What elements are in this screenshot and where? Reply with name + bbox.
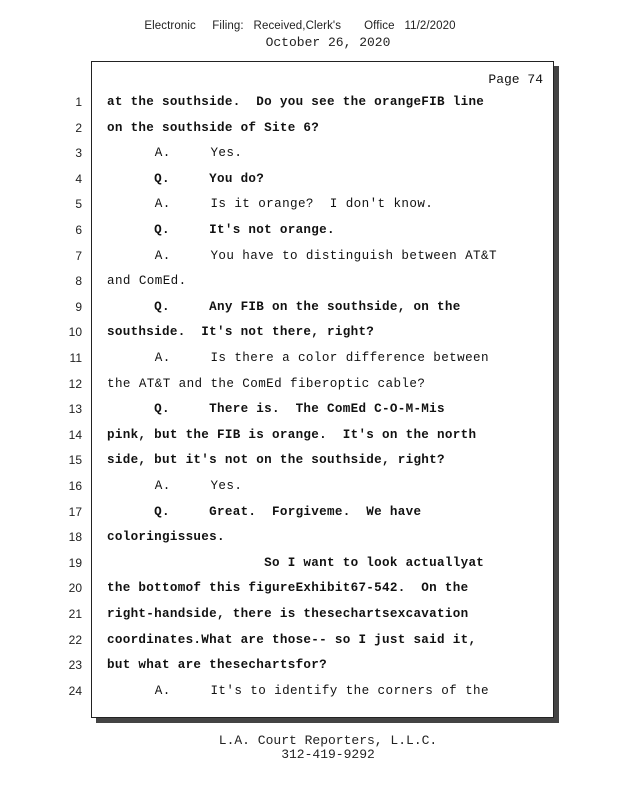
line-number: 6 bbox=[75, 223, 82, 237]
line-number: 15 bbox=[68, 453, 82, 468]
transcript-line bbox=[0, 325, 618, 343]
transcript-line bbox=[0, 121, 618, 139]
line-text: Q. Any FIB on the southside, on the bbox=[107, 299, 461, 314]
transcript-line bbox=[0, 684, 618, 702]
line-number: 8 bbox=[75, 274, 82, 289]
transcript-line bbox=[0, 300, 618, 318]
line-number: 10 bbox=[68, 325, 82, 340]
transcript-line bbox=[0, 505, 618, 523]
transcript-line bbox=[0, 658, 618, 676]
line-number: 7 bbox=[75, 248, 82, 263]
line-number: 19 bbox=[68, 555, 82, 570]
line-text: pink, but the FIB is orange. It's on the north bbox=[107, 427, 477, 442]
filing-stamp: Electronic Filing: Received,Clerk's Office 11/2/2020 bbox=[144, 20, 456, 32]
transcript-line bbox=[0, 402, 618, 420]
line-text: the bottomof this figureExhibit67-542. On the bbox=[107, 581, 469, 596]
line-number: 17 bbox=[68, 504, 82, 519]
line-text: coloringissues. bbox=[107, 530, 225, 545]
line-text: Q. You do? bbox=[107, 171, 265, 186]
line-text: but what are thesechartsfor? bbox=[107, 658, 328, 673]
transcript-line bbox=[0, 581, 618, 599]
line-text: A. It's to identify the corners of the bbox=[107, 683, 489, 698]
line-number: 18 bbox=[68, 530, 82, 545]
line-number: 11 bbox=[69, 351, 82, 365]
transcript-line bbox=[0, 556, 618, 574]
line-number: 5 bbox=[75, 197, 82, 212]
court-reporter-phone: 312-419-9292 bbox=[281, 747, 375, 762]
page-number: Page 74 bbox=[488, 72, 543, 87]
filing-date: October 26, 2020 bbox=[265, 35, 391, 50]
line-text: coordinates.What are those-- so I just said it, bbox=[107, 632, 477, 647]
line-number: 14 bbox=[68, 427, 82, 442]
line-number: 9 bbox=[75, 299, 82, 314]
line-number: 24 bbox=[68, 683, 82, 698]
transcript-line bbox=[0, 223, 618, 241]
line-number: 23 bbox=[68, 658, 82, 673]
transcript-line bbox=[0, 274, 618, 292]
line-number: 3 bbox=[75, 146, 82, 161]
line-text: A. Is there a color difference between bbox=[107, 351, 489, 365]
transcript-line bbox=[0, 249, 618, 267]
line-text: A. Yes. bbox=[107, 479, 243, 493]
line-text: A. Yes. bbox=[107, 146, 243, 161]
line-text: So I want to look actuallyat bbox=[107, 555, 485, 570]
line-text: and ComEd. bbox=[107, 274, 187, 289]
transcript-line bbox=[0, 633, 618, 651]
line-number: 16 bbox=[68, 479, 82, 493]
transcript-line bbox=[0, 607, 618, 625]
line-text: Q. It's not orange. bbox=[107, 223, 335, 237]
line-number: 21 bbox=[68, 607, 82, 621]
transcript-line bbox=[0, 453, 618, 471]
line-number: 4 bbox=[75, 171, 82, 186]
line-text: on the southside of Site 6? bbox=[107, 120, 320, 135]
line-number: 2 bbox=[75, 120, 82, 135]
line-text: right-handside, there is thesechartsexcavation bbox=[107, 607, 469, 621]
line-text: A. You have to distinguish between AT&T bbox=[107, 248, 497, 263]
line-text: at the southside. Do you see the orangeFIB line bbox=[107, 95, 485, 109]
transcript-line bbox=[0, 377, 618, 395]
transcript-line bbox=[0, 428, 618, 446]
line-text: Q. There is. The ComEd C-O-M-Mis bbox=[107, 402, 445, 417]
transcript-line bbox=[0, 197, 618, 215]
transcript-line bbox=[0, 479, 618, 497]
line-number: 12 bbox=[68, 376, 82, 391]
line-text: Q. Great. Forgiveme. We have bbox=[107, 504, 422, 519]
court-reporter-name: L.A. Court Reporters, L.L.C. bbox=[218, 733, 438, 748]
line-number: 22 bbox=[68, 632, 82, 647]
line-text: the AT&T and the ComEd fiberoptic cable? bbox=[107, 376, 426, 391]
line-text: A. Is it orange? I don't know. bbox=[107, 197, 434, 212]
line-text: side, but it's not on the southside, right? bbox=[107, 453, 445, 468]
line-number: 1 bbox=[75, 95, 82, 109]
line-number: 13 bbox=[68, 402, 82, 417]
line-text: southside. It's not there, right? bbox=[107, 325, 375, 340]
transcript-line bbox=[0, 172, 618, 190]
transcript-line bbox=[0, 95, 618, 113]
transcript-line bbox=[0, 530, 618, 548]
transcript-line bbox=[0, 351, 618, 369]
transcript-line bbox=[0, 146, 618, 164]
line-number: 20 bbox=[68, 581, 82, 596]
